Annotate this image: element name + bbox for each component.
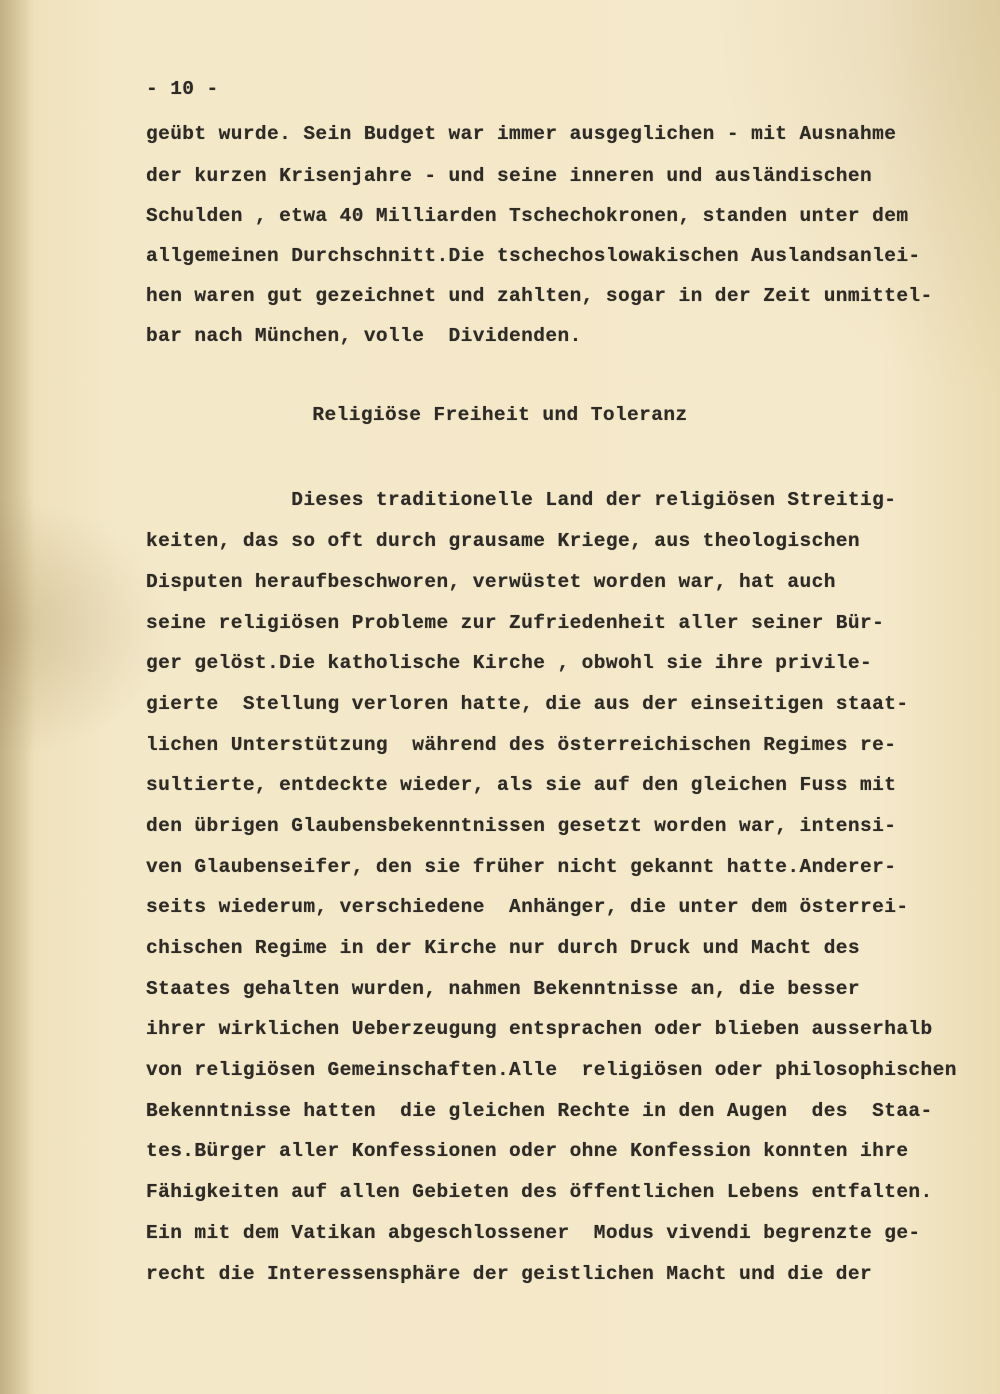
text-line: lichen Unterstützung während des österreichischen Regimes re- bbox=[146, 734, 897, 756]
text-line: tes.Bürger aller Konfessionen oder ohne Konfession konnten ihre bbox=[146, 1140, 909, 1162]
text-line: hen waren gut gezeichnet und zahlten, sogar in der Zeit unmittel- bbox=[146, 285, 933, 307]
text-line: bar nach München, volle Dividenden. bbox=[146, 325, 582, 347]
text-line: Ein mit dem Vatikan abgeschlossener Modus vivendi begrenzte ge- bbox=[146, 1222, 921, 1244]
text-line: seine religiösen Probleme zur Zufriedenheit aller seiner Bür- bbox=[146, 612, 885, 634]
text-line: ihrer wirklichen Ueberzeugung entsprachen oder blieben ausserhalb bbox=[146, 1018, 933, 1040]
text-line: Schulden , etwa 40 Milliarden Tschechokronen, standen unter dem bbox=[146, 205, 909, 227]
text-line: geübt wurde. Sein Budget war immer ausgeglichen - mit Ausnahme bbox=[146, 123, 897, 145]
text-line: Staates gehalten wurden, nahmen Bekenntnisse an, die besser bbox=[146, 978, 861, 1000]
text-line: Fähigkeiten auf allen Gebieten des öffentlichen Lebens entfalten. bbox=[146, 1181, 933, 1203]
text-line: gierte Stellung verloren hatte, die aus der einseitigen staat- bbox=[146, 693, 909, 715]
text-line: von religiösen Gemeinschaften.Alle religiösen oder philosophischen bbox=[146, 1059, 957, 1081]
text-line: den übrigen Glaubensbekenntnissen gesetzt worden war, intensi- bbox=[146, 815, 897, 837]
text-line: Disputen heraufbeschworen, verwüstet worden war, hat auch bbox=[146, 571, 836, 593]
text-line: allgemeinen Durchschnitt.Die tschechoslowakischen Auslandsanlei- bbox=[146, 245, 921, 267]
text-line: ger gelöst.Die katholische Kirche , obwohl sie ihre privile- bbox=[146, 652, 873, 674]
text-line: seits wiederum, verschiedene Anhänger, die unter dem österrei- bbox=[146, 896, 909, 918]
page-number: - 10 - bbox=[146, 78, 219, 100]
text-line: Dieses traditionelle Land der religiösen Streitig- bbox=[146, 489, 897, 511]
text-line: recht die Interessensphäre der geistlichen Macht und die der bbox=[146, 1263, 873, 1285]
text-line: chischen Regime in der Kirche nur durch Druck und Macht des bbox=[146, 937, 861, 959]
text-line: sultierte, entdeckte wieder, als sie auf den gleichen Fuss mit bbox=[146, 774, 897, 796]
text-line: keiten, das so oft durch grausame Kriege, aus theologischen bbox=[146, 530, 861, 552]
text-line: der kurzen Krisenjahre - und seine inneren und ausländischen bbox=[146, 165, 873, 187]
text-line: Bekenntnisse hatten die gleichen Rechte in den Augen des Staa- bbox=[146, 1100, 933, 1122]
section-heading: Religiöse Freiheit und Toleranz bbox=[312, 404, 688, 426]
text-line: ven Glaubenseifer, den sie früher nicht gekannt hatte.Anderer- bbox=[146, 856, 897, 878]
